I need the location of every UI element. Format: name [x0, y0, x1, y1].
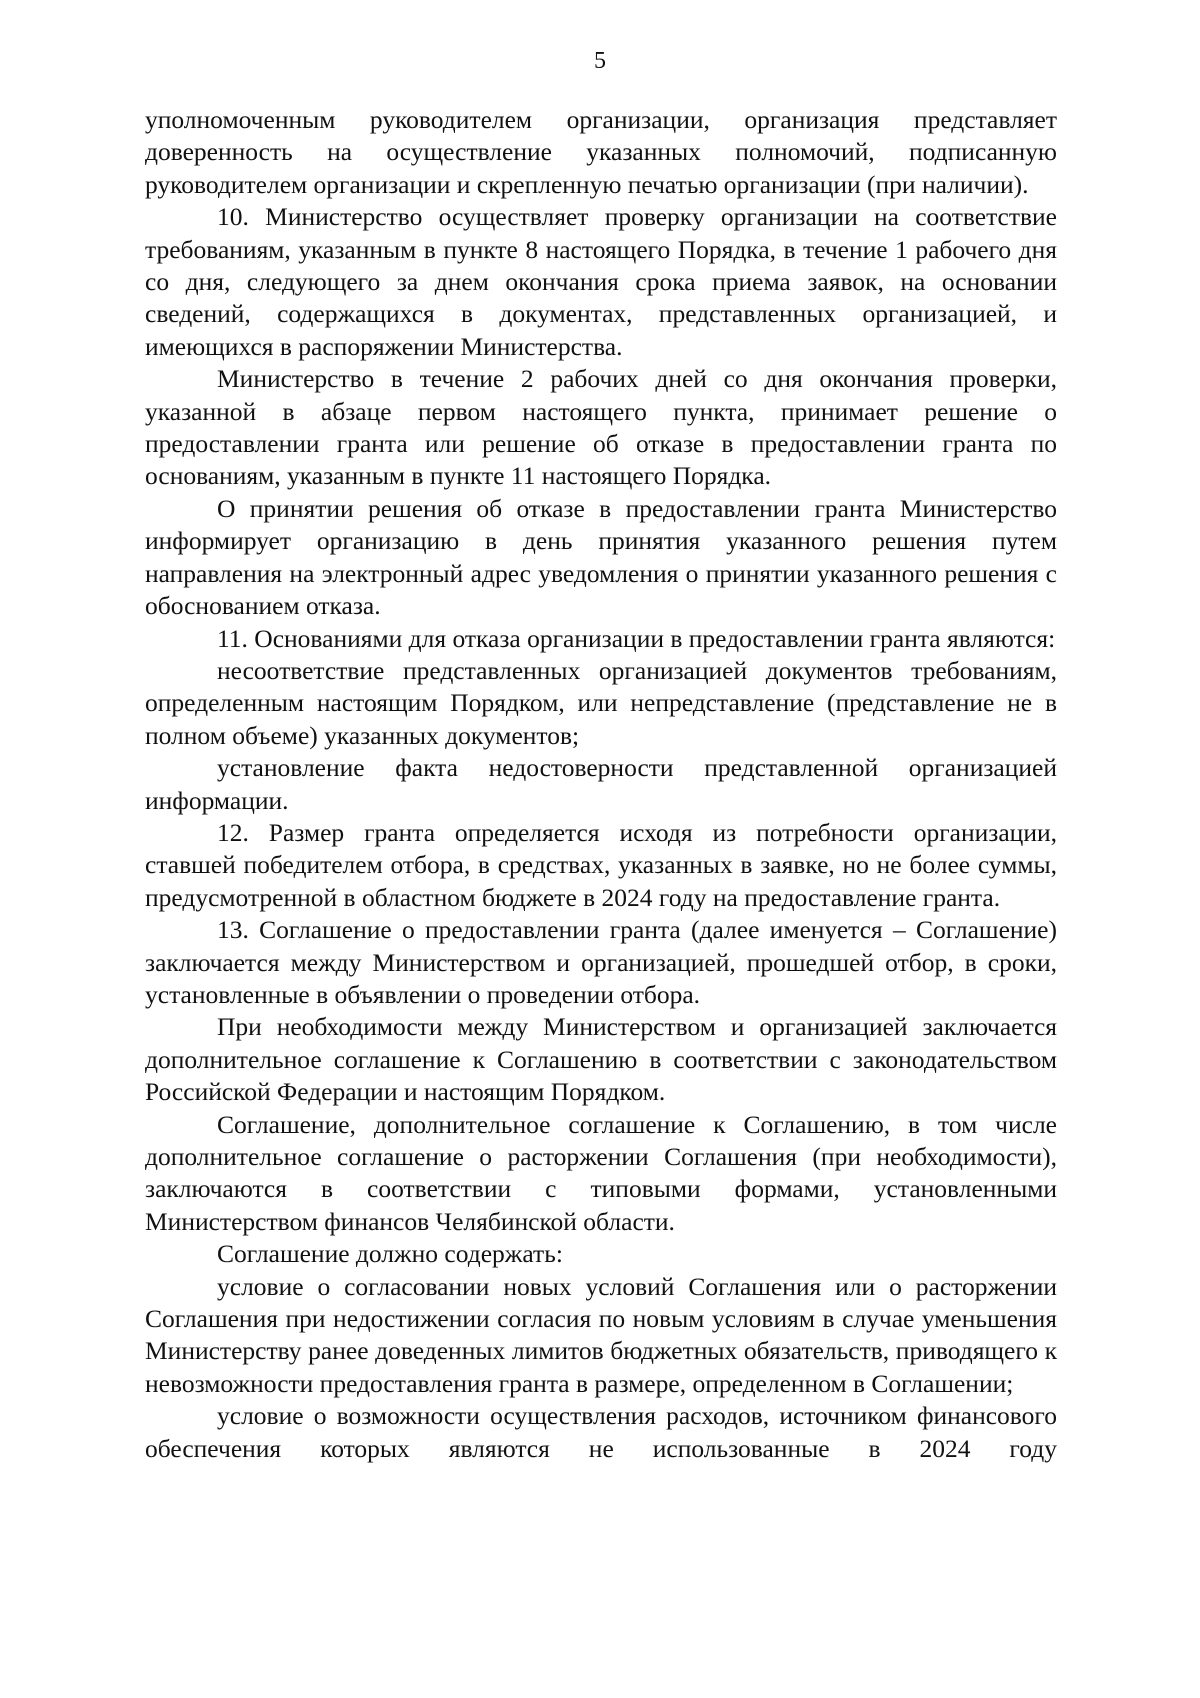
- paragraph-agreement-contents: Соглашение должно содержать:: [217, 1239, 563, 1269]
- paragraph-refusal-ground-2: установление факта недостоверности представленной организацией информации.: [145, 753, 1057, 815]
- paragraph-item-10: 10. Министерство осуществляет проверку организации на соответствие требованиям, указанным в пункте 8 настоящего Порядка, в течение 1 рабочего дня со дня, следующего за днем окончания срока приема заявок, на основании сведений, содержащихся в документах, представленных организацией, и имеющихся в распоряжении Министерства.: [145, 202, 1057, 361]
- paragraph-additional-agreement: При необходимости между Министерством и организацией заключается дополнительное соглашение к Соглашению в соответствии с законодательством Российской Федерации и настоящим Порядком.: [145, 1012, 1057, 1107]
- paragraph-item-13: 13. Соглашение о предоставлении гранта (далее именуется – Соглашение) заключается между Министерством и организацией, прошедшей отбор, в сроки, установленные в объявлении о проведении отбора.: [145, 915, 1057, 1009]
- paragraph-refusal-notice: О принятии решения об отказе в предоставлении гранта Министерство информирует организацию в день принятия указанного решения путем направления на электронный адрес уведомления о принятии указанного решения с обоснованием отказа.: [145, 493, 1057, 621]
- document-body: [145, 104, 1057, 1465]
- paragraph-condition-2: условие о возможности осуществления расходов, источником финансового обеспечения которых являются не использованные в 2024 году: [145, 1401, 1057, 1463]
- paragraph-decision: Министерство в течение 2 рабочих дней со дня окончания проверки, указанной в абзаце первом настоящего пункта, принимает решение о предоставлении гранта или решение об отказе в предоставлении гранта по основаниям, указанным в пункте 11 настоящего Порядка.: [145, 364, 1057, 491]
- paragraph-continuation: уполномоченным руководителем организации, организация представляет доверенность на осуществление указанных полномочий, подписанную руководителем организации и скрепленную печатью организации (при наличии).: [145, 105, 1057, 199]
- paragraph-item-12: 12. Размер гранта определяется исходя из потребности организации, ставшей победителем отбора, в средствах, указанных в заявке, но не более суммы, предусмотренной в областном бюджете в 2024 году на предоставление гранта.: [145, 817, 1057, 912]
- paragraph-standard-forms: Соглашение, дополнительное соглашение к Соглашению, в том числе дополнительное соглашение о расторжении Соглашения (при необходимости), заключаются в соответствии с типовыми формами, установленными Министерством финансов Челябинской области.: [145, 1109, 1057, 1236]
- paragraph-condition-1: условие о согласовании новых условий Соглашения или о расторжении Соглашения при недостижении согласия по новым условиям в случае уменьшения Министерству ранее доведенных лимитов бюджетных обязательств, приводящего к невозможности предоставления гранта в размере, определенном в Соглашении;: [145, 1271, 1057, 1398]
- page-number: 5: [594, 48, 606, 74]
- paragraph-refusal-ground-1: несоответствие представленных организацией документов требованиям, определенным настоящим Порядком, или непредставление (представление не в полном объеме) указанных документов;: [145, 655, 1057, 750]
- paragraph-item-11: 11. Основаниями для отказа организации в предоставлении гранта являются:: [217, 623, 1056, 653]
